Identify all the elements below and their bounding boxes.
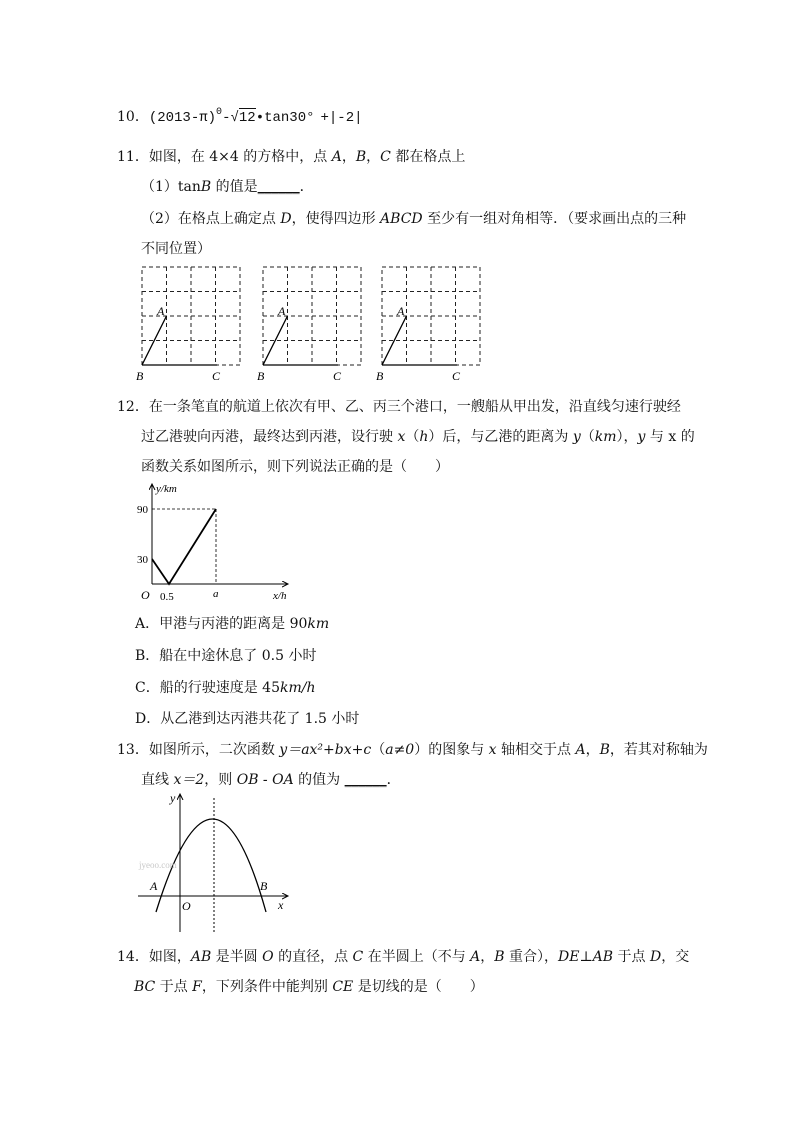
option-text: 船的行驶速度是 45 [159,680,280,696]
q11-quad: ABCD [380,211,423,227]
q13-text: 直线 [141,772,174,788]
q12-text: 与 [645,429,669,445]
q12-option-b [135,645,316,665]
q12-option-a [135,613,329,633]
q14-d: D [649,949,662,965]
q13-line2 [141,769,401,789]
q13-text: ，则 [204,772,237,788]
q13-ylabel: y [170,791,176,805]
q12-y30: 30 [137,554,148,566]
q11-sep: ， [341,149,356,165]
q12-var-x: x [668,429,677,445]
q12-line3 [141,456,449,476]
q12-text: ）， [616,429,638,445]
q14-text: 的直径，点 [273,949,353,965]
q12-graph [132,478,302,608]
q12-x05: 0.5 [160,591,174,603]
q12-xa: a [213,588,219,600]
q12-unit-h: h [419,429,429,445]
grid2-label-b: B [257,369,265,383]
q12-text: ）后，与乙港的距离为 [428,429,573,445]
q14-text: 重合）， [504,949,559,965]
q10-exponent: 0 [216,107,223,118]
q11-grid-3 [376,267,480,383]
q12-var-y: y [637,429,646,445]
q14-line2 [134,976,484,996]
q14-b: B [494,949,505,965]
q11-point-b: B [355,149,367,165]
q11-stem [117,146,465,166]
q11-grid-2 [257,267,361,383]
q13-text: ，若其对称轴为 [609,742,708,758]
q12-text: 函数关系如图所示，则下列说法正确的是（ ） [141,459,449,475]
q12-xlabel: x/h [273,590,287,602]
q13-text: （ [371,742,386,758]
q13-watermark: jyeoo.com [139,860,177,870]
q12-ylabel: y/km [156,483,177,495]
q11-p2-text: （2）在格点上确定点 [141,211,281,227]
grid1-label-b: B [136,369,144,383]
grid3-label-a: A [397,304,405,318]
q13-answer-blank: ______ [344,772,387,788]
q14-bc: BC [134,979,156,995]
q11-p1-text: 的值是 [211,179,258,195]
q14-text: 如图， [148,949,191,965]
q13-var-x: x [488,742,497,758]
q11-answer-blank: ______ [257,179,300,195]
q13-text: 如图所示，二次函数 [148,742,280,758]
grid1-label-a: A [157,304,165,318]
q11-point-a: A [331,149,342,165]
q14-de: DE [558,949,580,965]
option-label: C． [135,680,160,696]
q14-perp: ⊥ [579,949,593,965]
q14-f: F [192,979,202,995]
q13-text: ）的图象与 [414,742,489,758]
q10-base: (2013-π) [148,110,217,126]
q11-grid-1 [136,267,240,383]
q14-text: 于点 [155,979,193,995]
q11-point-d: D [280,211,292,227]
q10-number: 10． [117,109,149,125]
q12-y90: 90 [137,504,148,516]
q13-line1 [117,739,708,759]
q12-text: 过乙港驶向丙港，最终达到丙港，设行驶 [141,429,398,445]
q13-label-b: B [260,879,268,893]
q11-text: 如图，在 4×4 的方格中，点 [148,149,332,165]
q12-option-d [135,708,359,728]
q11-p2-text: 不同位置） [141,241,211,257]
q11-text: 都在格点上 [390,149,466,165]
q14-line1 [117,946,689,966]
q13-end: ． [386,772,401,788]
q12-text: 的 [676,429,695,445]
q12-origin: O [141,588,150,602]
q12-text: （ [580,429,595,445]
q14-text: 是切线的是（ ） [353,979,484,995]
q14-text: 在半圆上（不与 [363,949,471,965]
q13-origin: O [182,899,191,913]
q12-var-y: y [572,429,581,445]
q10-radicand: 12 [238,110,256,126]
q14-o: O [262,949,274,965]
option-unit: km [307,616,330,632]
q11-part1 [141,176,314,196]
q10-line [117,106,363,126]
option-label: A． [135,616,160,632]
q13-label-a: A [150,879,158,893]
q13-axis-eq: x＝2 [173,772,205,788]
q11-grids [130,262,490,384]
q14-text: 是半圆 [211,949,263,965]
q14-a: A [470,949,481,965]
q14-ab: AB [190,949,212,965]
q10-minus: - [222,110,231,126]
q11-p2-text: 至少有一组对角相等．（要求画出点的三种 [422,211,687,227]
q12-option-c [135,677,315,697]
q12-line1 [117,396,681,416]
grid1-label-c: C [212,369,221,383]
q14-number: 14． [117,949,149,965]
grid3-label-c: C [452,369,461,383]
q14-ab: AB [592,949,614,965]
q13-condition: a≠0 [385,742,415,758]
q14-c: C [352,949,364,965]
q12-text: 在一条笔直的航道上依次有甲、乙、丙三个港口，一艘船从甲出发，沿直线匀速行驶经 [148,399,681,415]
q14-text: ，交 [661,949,690,965]
grid2-label-c: C [333,369,342,383]
q13-function: y＝ax²+bx+c [279,742,372,758]
option-text: 甲港与丙港的距离是 90 [159,616,308,632]
q12-function-line [152,509,216,584]
q14-sep: ， [480,949,495,965]
option-text: 船在中途休息了 0.5 小时 [159,648,317,664]
q11-p1-b: B [200,179,212,195]
q11-point-c: C [380,149,391,165]
q12-line2 [141,426,695,446]
option-label: D． [135,711,161,727]
q11-sep: ， [366,149,381,165]
q13-graph [134,788,294,936]
q13-text: 轴相交于点 [496,742,576,758]
q12-unit-km: km [594,429,617,445]
q10-sqrt-sign: √ [230,110,239,126]
q11-part2 [141,208,686,228]
q10-abs: +|-2| [320,110,363,126]
grid2-label-a: A [278,304,286,318]
option-label: B． [135,648,160,664]
q10-tan: •tan30° [255,110,315,126]
q13-text: 的值为 [293,772,345,788]
option-unit: km/h [279,680,316,696]
grid3-label-b: B [376,369,384,383]
q11-p2-text: ，使得四边形 [291,211,381,227]
q12-text: （ [405,429,420,445]
q12-var-x: x [397,429,406,445]
q11-p1-end: ． [299,179,314,195]
q14-text: 于点 [613,949,650,965]
q13-xlabel: x [278,898,284,912]
q13-point-a: A [575,742,586,758]
q12-number: 12． [117,399,149,415]
q13-point-b: B [599,742,610,758]
q14-text: ，下列条件中能判别 [201,979,333,995]
option-text: 从乙港到达丙港共花了 1.5 小时 [160,711,360,727]
q13-expression: OB - OA [236,772,294,788]
q14-ce: CE [332,979,354,995]
q13-number: 13． [117,742,149,758]
q13-sep: ， [585,742,600,758]
q11-number: 11． [117,149,149,165]
q11-part2-cont [141,238,211,258]
q11-p1-text: （1）tan [141,179,201,195]
